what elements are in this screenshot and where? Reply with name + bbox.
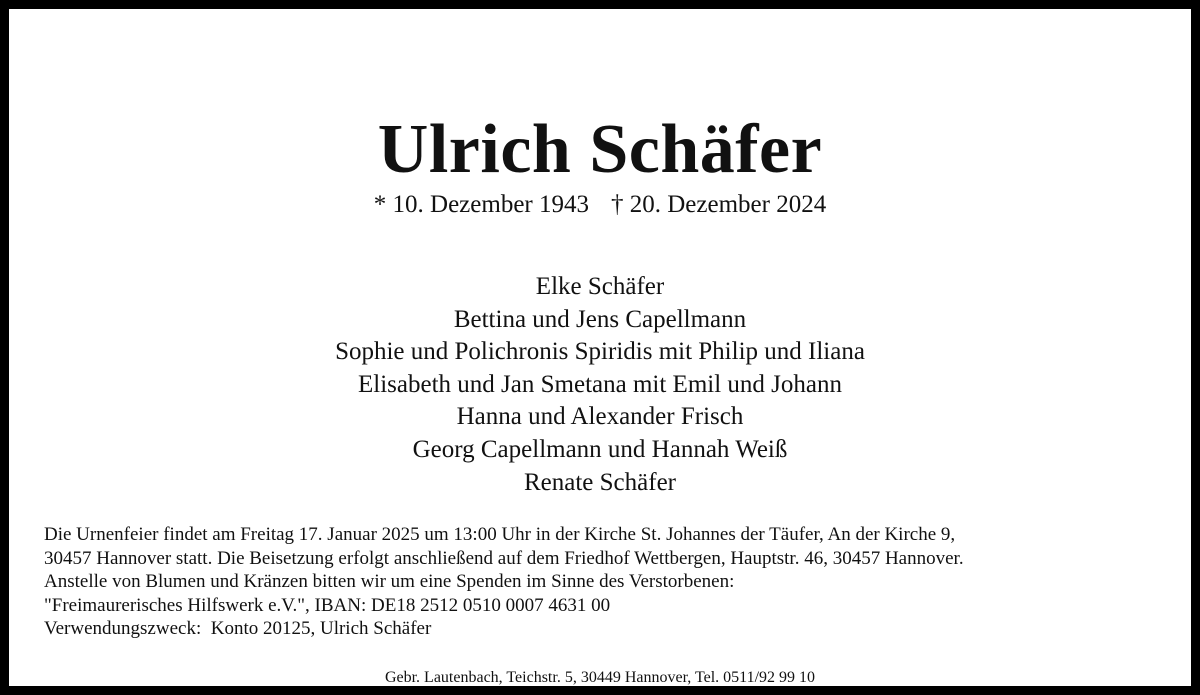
mourner-line: Elisabeth und Jan Smetana mit Emil und Johann [358, 370, 842, 398]
mourner-line: Renate Schäfer [523, 468, 676, 496]
mourner-line: Hanna und Alexander Frisch [456, 403, 744, 431]
life-dates [9, 189, 1191, 221]
mourner-line: Sophie und Polichronis Spiridis mit Philip und Iliana [335, 338, 865, 366]
ceremony-details [44, 523, 1174, 641]
deceased-name: Ulrich Schäfer [377, 111, 823, 188]
mourner-line: Elke Schäfer [535, 273, 665, 300]
funeral-home-footer: Gebr. Lautenbach, Teichstr. 5, 30449 Hannover, Tel. 0511/92 99 10 [384, 669, 816, 686]
death-date: † 20. Dezember 2024 [611, 191, 827, 218]
mourners-list [9, 271, 1191, 499]
details-line: Die Urnenfeier findet am Freitag 17. Januar 2025 um 13:00 Uhr in der Kirche St. Johannes der Täufer, An der Kirche 9, [44, 524, 956, 545]
birth-date: * 10. Dezember 1943 [373, 191, 589, 218]
mourner-line: Bettina und Jens Capellmann [453, 305, 747, 333]
mourner-line: Georg Capellmann und Hannah Weiß [412, 435, 788, 463]
details-line: Verwendungszweck: Konto 20125, Ulrich Schäfer [44, 618, 432, 640]
details-line: Anstelle von Blumen und Kränzen bitten wir um eine Spenden im Sinne des Verstorbenen: [44, 571, 735, 593]
details-line: 30457 Hannover statt. Die Beisetzung erfolgt anschließend auf dem Friedhof Wettbergen, Hauptstr. 46, 30457 Hannover. [44, 547, 964, 569]
details-line: "Freimaurerisches Hilfswerk e.V.", IBAN: DE18 2512 0510 0007 4631 00 [44, 594, 611, 616]
